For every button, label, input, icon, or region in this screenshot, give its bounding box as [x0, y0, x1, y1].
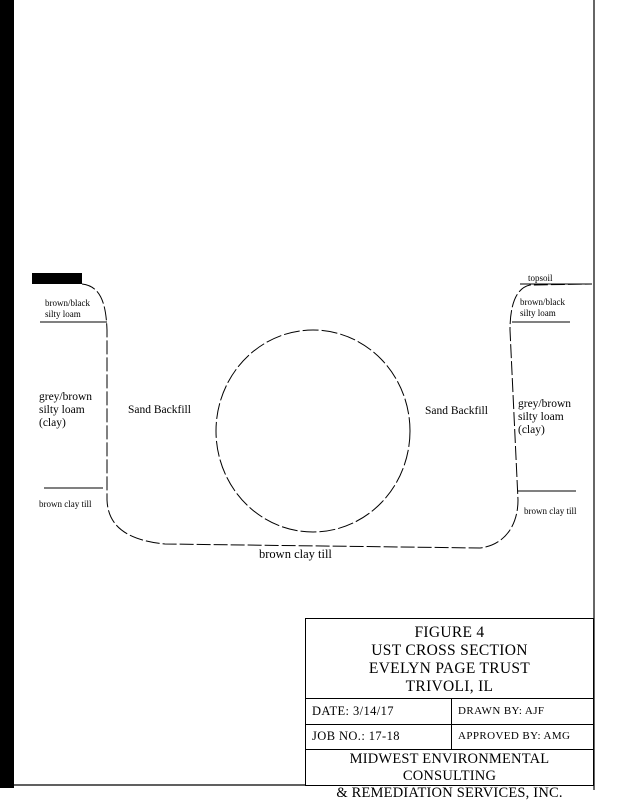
label-grey-brown-left-3: (clay) — [39, 417, 66, 429]
label-grey-brown-right-1: grey/brown — [518, 398, 572, 410]
label-grey-brown-right-2: silty loam — [518, 411, 564, 423]
excavation-outline — [82, 284, 592, 548]
left-page-border — [0, 0, 14, 788]
label-clay-till-right: brown clay till — [524, 506, 577, 516]
approved-by-cell: APPROVED BY: AMG — [458, 730, 571, 742]
label-clay-till-bottom: brown clay till — [259, 547, 332, 561]
date-cell: DATE: 3/14/17 — [306, 699, 452, 724]
figure-number: FIGURE 4 — [414, 624, 485, 641]
label-sand-backfill-left: Sand Backfill — [128, 404, 191, 416]
drawn-by-cell: DRAWN BY: AJF — [458, 705, 545, 717]
label-grey-brown-right-3: (clay) — [518, 424, 545, 436]
title-row-job — [306, 724, 593, 750]
title-block-heading — [306, 619, 593, 699]
job-number-cell: JOB NO.: 17-18 — [306, 724, 452, 749]
company-line-1: MIDWEST ENVIRONMENTAL CONSULTING — [349, 751, 550, 784]
label-topsoil: topsoil — [528, 273, 553, 283]
label-brown-black-left-1: brown/black — [45, 298, 90, 308]
label-grey-brown-left-2: silty loam — [39, 404, 85, 416]
label-brown-black-left-2: silty loam — [45, 309, 81, 319]
figure-title: UST CROSS SECTION — [371, 642, 528, 659]
label-sand-backfill-right: Sand Backfill — [425, 405, 488, 417]
label-brown-black-right-2: silty loam — [520, 308, 556, 318]
title-block — [305, 618, 594, 801]
project-location: TRIVOLI, IL — [405, 678, 494, 695]
ust-tank — [216, 330, 410, 532]
title-row-date — [306, 699, 593, 725]
company-name — [306, 749, 593, 802]
label-grey-brown-left-1: grey/brown — [39, 391, 93, 403]
company-line-2: & REMEDIATION SERVICES, INC. — [336, 785, 563, 801]
label-brown-black-right-1: brown/black — [520, 297, 565, 307]
project-name: EVELYN PAGE TRUST — [368, 660, 531, 677]
label-clay-till-left: brown clay till — [39, 499, 92, 509]
topsoil-marker — [32, 273, 82, 284]
